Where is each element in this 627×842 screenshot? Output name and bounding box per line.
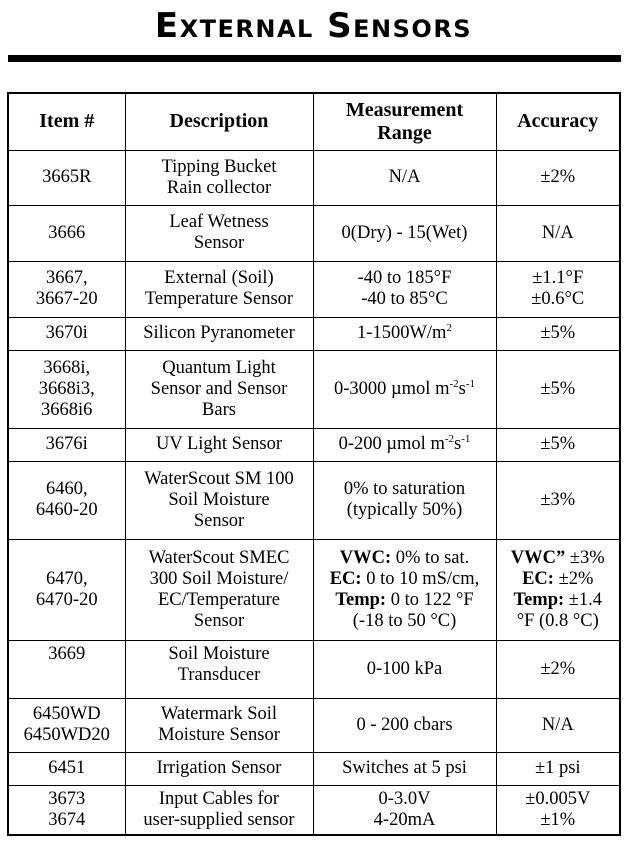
item-cell: 3665R <box>8 150 125 205</box>
accuracy-cell: N/A <box>496 205 620 261</box>
item-cell: 3667, 3667-20 <box>8 261 125 317</box>
description-cell: UV Light Sensor <box>125 428 313 461</box>
item-cell: 6450WD 6450WD20 <box>8 698 125 752</box>
range-cell: 0(Dry) - 15(Wet) <box>313 205 496 261</box>
range-cell: 0-200 µmol $m^{-2}s^{-1}$ <box>313 428 496 461</box>
description-cell: WaterScout SM 100 Soil Moisture Sensor <box>125 461 313 539</box>
page-title: External Sensors <box>154 6 473 46</box>
description-cell: Irrigation Sensor <box>125 752 313 785</box>
range-cell: 0-100 kPa <box>313 640 496 698</box>
accuracy-cell: VWC” ±3% EC: ±2% Temp: ±1.4 °F (0.8 °C) <box>496 539 620 640</box>
table-row <box>8 461 620 539</box>
table-row <box>8 205 620 261</box>
table-row <box>8 428 620 461</box>
header-description: Description <box>125 93 313 150</box>
range-cell: N/A <box>313 150 496 205</box>
range-cell: 0% to saturation (typically 50%) <box>313 461 496 539</box>
range-cell: $1-1500W/m^2$ <box>313 317 496 350</box>
accuracy-cell: ±3% <box>496 461 620 539</box>
accuracy-cell: ±0.005V ±1% <box>496 785 620 835</box>
accuracy-cell: ±5% <box>496 350 620 428</box>
item-cell: 3676i <box>8 428 125 461</box>
description-cell: Silicon Pyranometer <box>125 317 313 350</box>
range-cell: 0-3.0V 4-20mA <box>313 785 496 835</box>
item-cell: 6460, 6460-20 <box>8 461 125 539</box>
header-range: Measurement Range <box>313 93 496 150</box>
table-row <box>8 317 620 350</box>
table-row <box>8 785 620 835</box>
range-cell: VWC: 0% to sat. EC: 0 to 10 mS/cm, Temp: 0 to 122 °F (-18 to 50 °C) <box>313 539 496 640</box>
accuracy-cell: ±2% <box>496 640 620 698</box>
item-cell: 3673 3674 <box>8 785 125 835</box>
range-cell: -40 to 185°F -40 to 85°C <box>313 261 496 317</box>
accuracy-cell: N/A <box>496 698 620 752</box>
description-cell: WaterScout SMEC 300 Soil Moisture/ EC/Temperature Sensor <box>125 539 313 640</box>
accuracy-cell: ±1.1°F ±0.6°C <box>496 261 620 317</box>
range-cell: 0 - 200 cbars <box>313 698 496 752</box>
range-cell: 0-3000 µmol $m^{-2}s^{-1}$ <box>313 350 496 428</box>
description-cell: Leaf Wetness Sensor <box>125 205 313 261</box>
accuracy-cell: ±1 psi <box>496 752 620 785</box>
description-cell: Tipping Bucket Rain collector <box>125 150 313 205</box>
item-cell: 3669 <box>8 640 125 698</box>
sensors-table <box>7 92 621 836</box>
item-cell: 3670i <box>8 317 125 350</box>
description-cell: Soil Moisture Transducer <box>125 640 313 698</box>
description-cell: Watermark Soil Moisture Sensor <box>125 698 313 752</box>
header-row <box>8 93 620 150</box>
accuracy-cell: ±5% <box>496 317 620 350</box>
table-row <box>8 350 620 428</box>
description-cell: Input Cables for user-supplied sensor <box>125 785 313 835</box>
table-row <box>8 539 620 640</box>
description-cell: External (Soil) Temperature Sensor <box>125 261 313 317</box>
item-cell: 6470, 6470-20 <box>8 539 125 640</box>
item-cell: 6451 <box>8 752 125 785</box>
range-cell: Switches at 5 psi <box>313 752 496 785</box>
title-underline <box>8 55 621 62</box>
table-row <box>8 261 620 317</box>
item-cell: 3668i, 3668i3, 3668i6 <box>8 350 125 428</box>
accuracy-cell: ±2% <box>496 150 620 205</box>
header-item: Item # <box>8 93 125 150</box>
table-row <box>8 698 620 752</box>
description-cell: Quantum Light Sensor and Sensor Bars <box>125 350 313 428</box>
header-accuracy: Accuracy <box>496 93 620 150</box>
table-row <box>8 752 620 785</box>
table-row <box>8 150 620 205</box>
accuracy-cell: ±5% <box>496 428 620 461</box>
table-row <box>8 640 620 698</box>
item-cell: 3666 <box>8 205 125 261</box>
